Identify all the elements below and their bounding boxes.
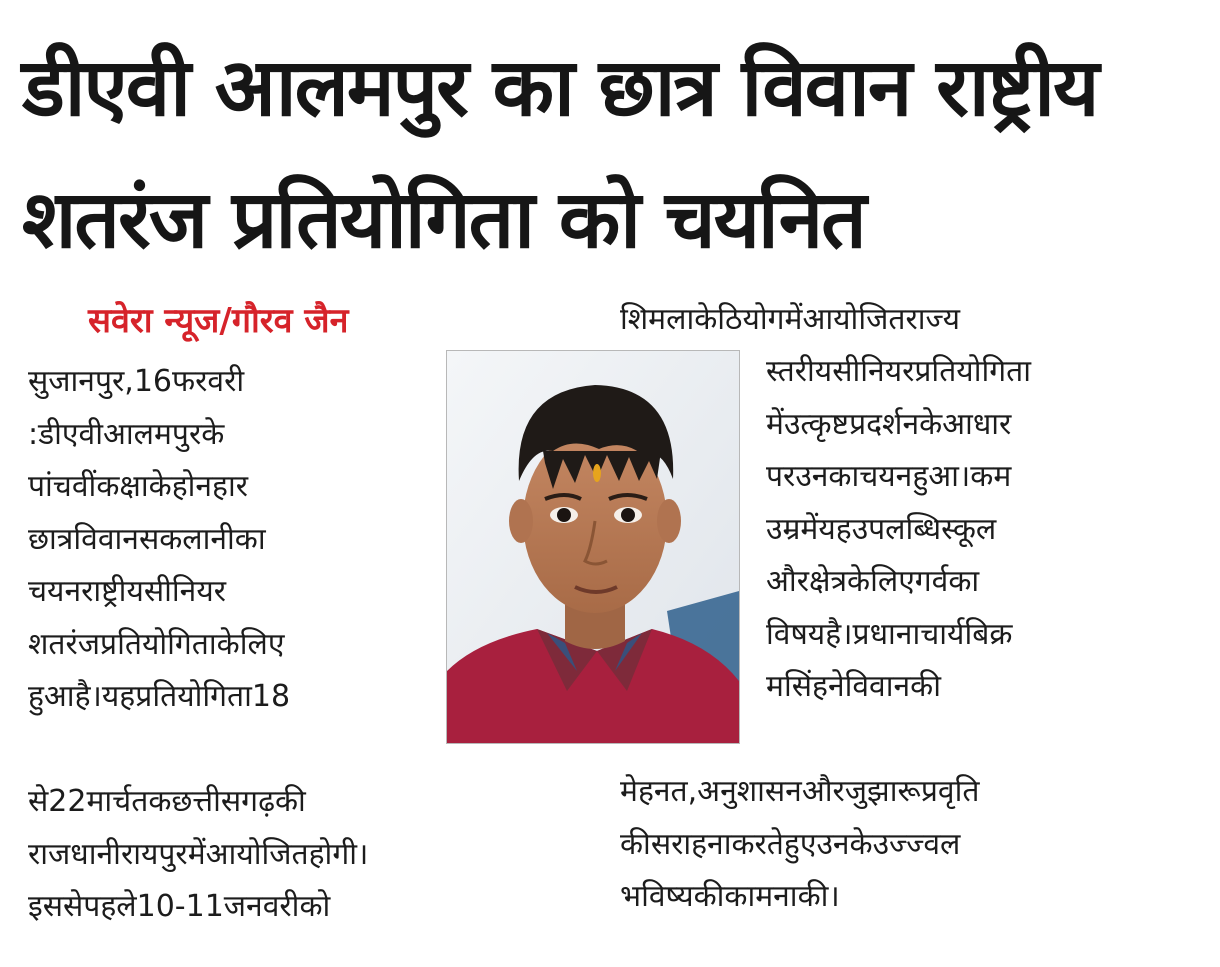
word: लिए (870, 564, 915, 599)
word: को (299, 889, 331, 924)
article-right-bottom (620, 766, 1146, 924)
word: पहले (83, 889, 137, 924)
word: अनुशासन (697, 774, 802, 809)
article-right-top (620, 294, 1146, 347)
word: हुए (783, 826, 817, 862)
word: 10-11 (136, 889, 224, 924)
word: चयन (28, 574, 82, 609)
text-line (620, 871, 1146, 924)
text-line (620, 294, 1146, 347)
text-line (28, 671, 412, 724)
word: उत्कृष्ट (783, 406, 850, 442)
word: जनवरी (223, 889, 300, 924)
word: राष्ट्रीय (81, 574, 144, 609)
word: सीनियर (143, 574, 226, 609)
word: रायपुर (120, 836, 188, 872)
word: के (201, 416, 225, 452)
word: छात्र (28, 521, 74, 557)
word: तक (131, 784, 172, 819)
word: बिक्र (964, 616, 1013, 652)
word: इससे (28, 889, 84, 924)
text-line (620, 766, 1146, 819)
word: होगी। (308, 836, 369, 872)
word: उनके (816, 826, 873, 862)
word: सराहना (650, 826, 732, 862)
word: होनहार (171, 469, 249, 504)
word: पर (766, 459, 796, 494)
text-line (28, 881, 558, 934)
word: स्तरीय (766, 354, 833, 389)
word: के (919, 406, 943, 442)
word: सुजानपुर, (28, 364, 134, 399)
text-line (28, 566, 412, 619)
word: मार्च (86, 784, 132, 819)
byline: सवेरा न्यूज/गौरव जैन (88, 301, 349, 341)
word: उपलब्धि (851, 511, 942, 547)
word: हुआ। (912, 459, 971, 494)
word: में (800, 511, 819, 547)
word: विषय (766, 616, 826, 652)
text-line (766, 451, 1146, 504)
text-line (28, 461, 412, 514)
word: आयोजित (205, 836, 309, 872)
word: और (766, 564, 809, 599)
word: आधार (942, 406, 1012, 442)
word: राज्य (905, 302, 961, 337)
word: की। (797, 879, 840, 914)
word: प्रतियोगिता (914, 354, 1031, 389)
word: : (28, 416, 39, 452)
word: प्रधानाचार्य (852, 616, 965, 652)
word: शतरंज (28, 626, 101, 662)
word: के (148, 469, 172, 504)
word: आयोजित (802, 302, 906, 337)
word: गर्व (914, 564, 949, 599)
word: शिमला (620, 302, 695, 337)
word: उनका (795, 459, 860, 494)
text-line (766, 504, 1146, 557)
word: यह (101, 679, 136, 714)
word: जुझारू (844, 774, 921, 809)
word: है। (74, 679, 102, 714)
article-right-column (766, 346, 1146, 714)
word: विवान (844, 669, 911, 704)
word: के (847, 564, 871, 599)
word: ने (827, 669, 845, 704)
word: सिंह (783, 669, 828, 704)
word: और (801, 774, 845, 809)
word: की (910, 669, 941, 704)
word: के (694, 302, 718, 337)
headline-line-1: डीएवी आलमपुर का छात्र विवान राष्ट्रीय (22, 41, 1098, 134)
word: प्रवृति (920, 774, 980, 809)
text-line (766, 399, 1146, 452)
word: कामना (724, 879, 798, 914)
word: कम (970, 459, 1012, 494)
article-left-bottom (28, 776, 558, 934)
word: में (766, 406, 784, 442)
word: की (274, 784, 306, 819)
word: मेहनत, (620, 774, 698, 809)
word: है। (825, 616, 853, 652)
text-line (28, 356, 412, 409)
text-line (620, 819, 1146, 872)
word: विवान (73, 521, 139, 557)
text-line (28, 514, 412, 567)
word: क्षेत्र (808, 564, 848, 599)
word: से (28, 784, 49, 819)
word: में (784, 302, 803, 337)
word: डीएवी (38, 416, 103, 452)
text-line (766, 556, 1146, 609)
word: उम्र (766, 511, 801, 547)
word: के (216, 626, 240, 662)
word: 18 (251, 679, 291, 714)
article-left-column (28, 356, 412, 724)
word: कक्षा (96, 469, 149, 504)
word: चयन (859, 459, 913, 494)
word: में (187, 836, 206, 872)
word: सकलानी (138, 521, 235, 557)
word: यह (818, 511, 852, 547)
headline-line-2: शतरंज प्रतियोगिता को चयनित (22, 173, 865, 266)
text-line (28, 409, 412, 462)
text-line (766, 661, 1146, 714)
word: म (766, 669, 784, 704)
word: का (234, 521, 266, 557)
word: पांचवीं (28, 469, 97, 504)
word: भविष्य (620, 879, 694, 914)
portrait-illustration (447, 351, 739, 743)
word: स्कूल (941, 511, 997, 547)
word: प्रदर्शन (849, 406, 920, 442)
word: का (948, 564, 980, 599)
word: आलमपुर (102, 416, 202, 452)
text-line (766, 609, 1146, 662)
word: लिए (239, 626, 285, 662)
word: प्रतियोगिता (100, 626, 217, 662)
word: की (620, 826, 651, 862)
word: ठियोग (717, 302, 785, 337)
word: 16 (133, 364, 172, 399)
word: हुआ (28, 679, 75, 714)
text-line (766, 346, 1146, 399)
student-photo (446, 350, 740, 744)
text-line (28, 776, 558, 829)
word: छत्तीसगढ़ (171, 784, 275, 819)
text-line (28, 829, 558, 882)
word: राजधानी (28, 836, 121, 872)
word: उज्ज्वल (872, 826, 961, 862)
text-line (28, 619, 412, 672)
word: 22 (48, 784, 87, 819)
word: प्रतियोगिता (135, 679, 252, 714)
word: फरवरी (172, 364, 245, 399)
word: करते (731, 826, 784, 862)
word: सीनियर (832, 354, 915, 389)
word: की (693, 879, 725, 914)
